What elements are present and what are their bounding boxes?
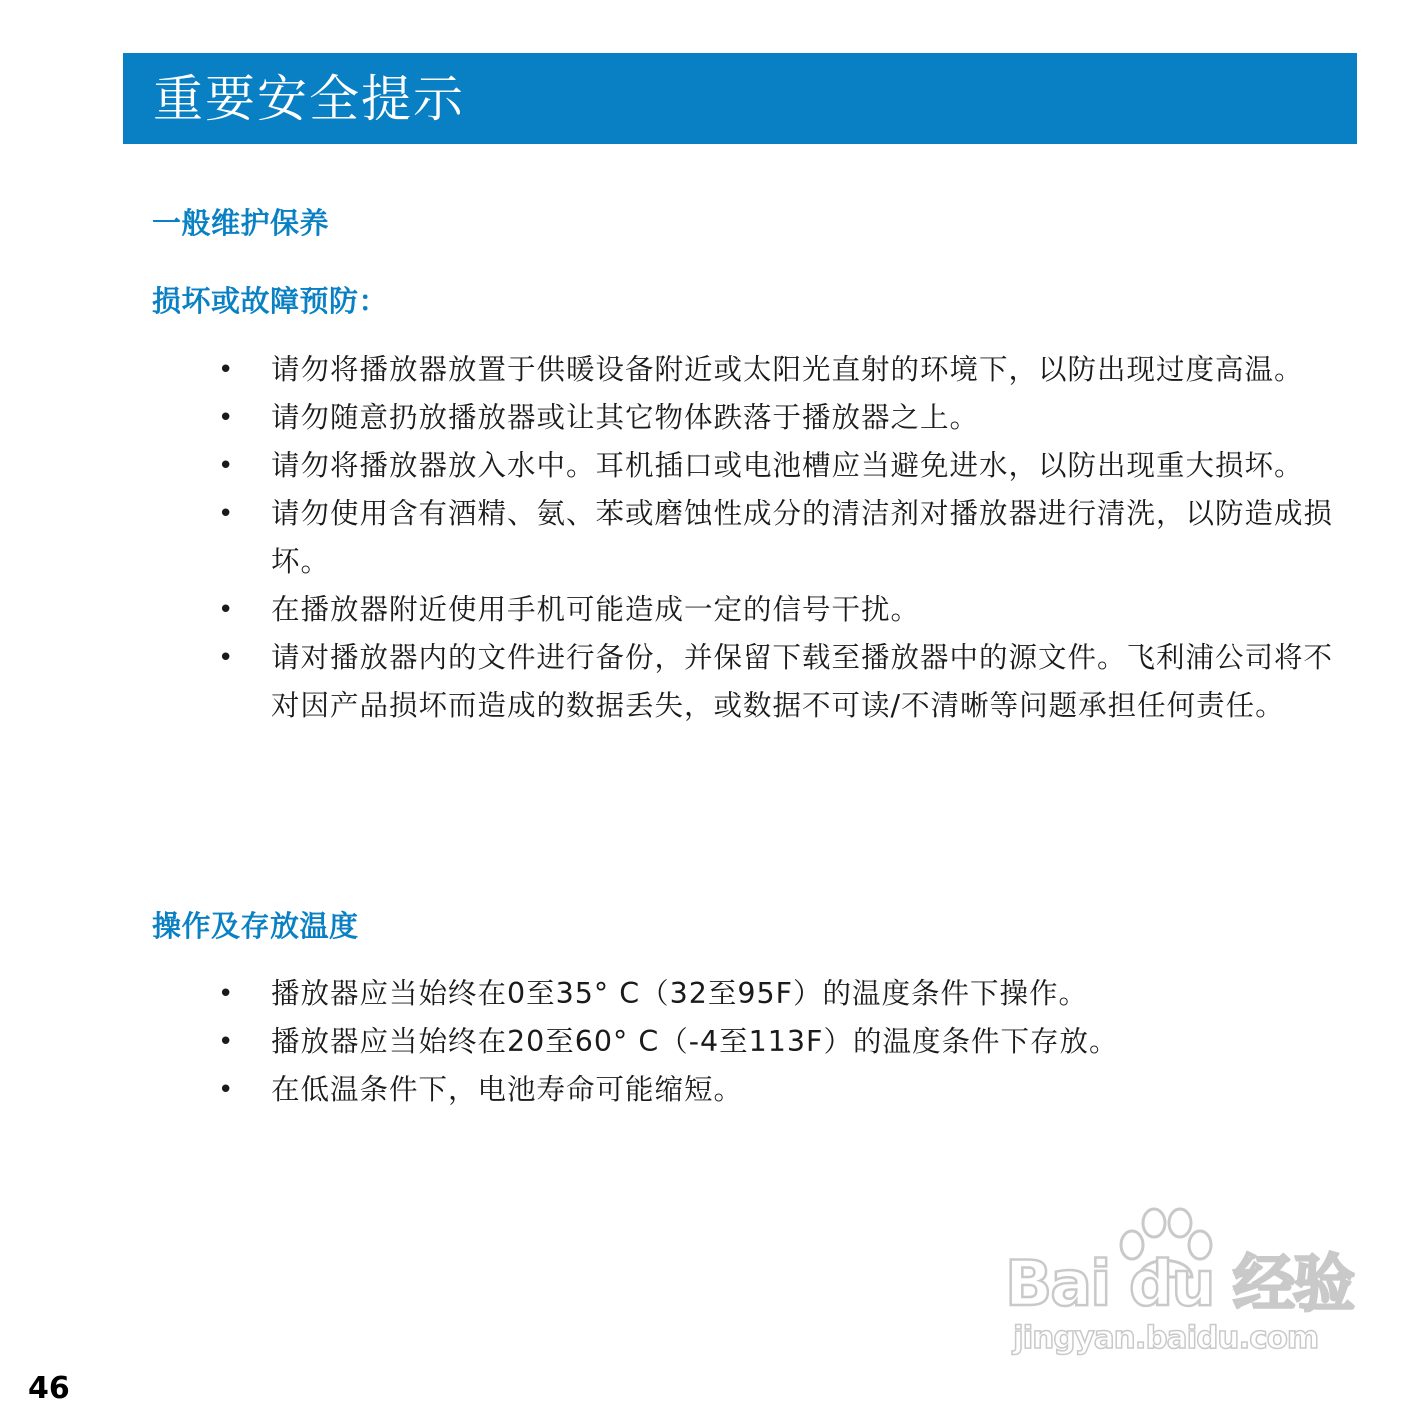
section-heading-temperature: 操作及存放温度 bbox=[152, 909, 359, 943]
bullet-icon: • bbox=[218, 403, 235, 433]
page-number: 46 bbox=[28, 1371, 70, 1406]
list-item-text: 请对播放器内的文件进行备份，并保留下载至播放器中的源文件。飞利浦公司将不对因产品损坏而造成的数据丢失，或数据不可读/不清晰等问题承担任何责任。 bbox=[271, 641, 1334, 722]
section-heading-damage-prevention: 损坏或故障预防： bbox=[152, 284, 389, 318]
damage-prevention-list bbox=[213, 346, 1333, 730]
list-item-text: 请勿使用含有酒精、氨、苯或磨蚀性成分的清洁剂对播放器进行清洗，以防造成损坏。 bbox=[271, 497, 1334, 578]
list-item bbox=[213, 490, 1333, 586]
bullet-icon: • bbox=[218, 979, 235, 1009]
list-item-text: 在低温条件下，电池寿命可能缩短。 bbox=[271, 1073, 744, 1106]
page-title: 重要安全提示 bbox=[153, 69, 465, 128]
list-item-text: 在播放器附近使用手机可能造成一定的信号干扰。 bbox=[271, 593, 921, 626]
list-item-text: 请勿将播放器放入水中。耳机插口或电池槽应当避免进水，以防出现重大损坏。 bbox=[271, 449, 1304, 482]
bullet-icon: • bbox=[218, 355, 235, 385]
bullet-icon: • bbox=[218, 643, 235, 673]
list-item bbox=[213, 394, 1333, 442]
title-bar bbox=[123, 53, 1357, 144]
temperature-list bbox=[213, 970, 1333, 1114]
list-item-text: 请勿将播放器放置于供暖设备附近或太阳光直射的环境下，以防出现过度高温。 bbox=[271, 353, 1304, 386]
list-item-text: 播放器应当始终在20至60° C（-4至113F）的温度条件下存放。 bbox=[271, 1025, 1119, 1058]
list-item bbox=[213, 442, 1333, 490]
list-item-text: 请勿随意扔放播放器或让其它物体跌落于播放器之上。 bbox=[271, 401, 980, 434]
list-item bbox=[213, 1018, 1333, 1066]
list-item-text: 播放器应当始终在0至35° C（32至95F）的温度条件下操作。 bbox=[271, 977, 1089, 1010]
watermark-logo: Bai du 经验 bbox=[1005, 1247, 1354, 1320]
list-item bbox=[213, 346, 1333, 394]
list-item bbox=[213, 634, 1333, 730]
list-item bbox=[213, 970, 1333, 1018]
bullet-icon: • bbox=[218, 451, 235, 481]
section-heading-general-care: 一般维护保养 bbox=[152, 206, 330, 240]
list-item bbox=[213, 586, 1333, 634]
bullet-icon: • bbox=[218, 499, 235, 529]
baidu-watermark bbox=[1005, 1205, 1354, 1365]
list-item bbox=[213, 1066, 1333, 1114]
bullet-icon: • bbox=[218, 1027, 235, 1057]
bullet-icon: • bbox=[218, 1075, 235, 1105]
bullet-icon: • bbox=[218, 595, 235, 625]
watermark-url: jingyan.baidu.com bbox=[1013, 1320, 1319, 1356]
